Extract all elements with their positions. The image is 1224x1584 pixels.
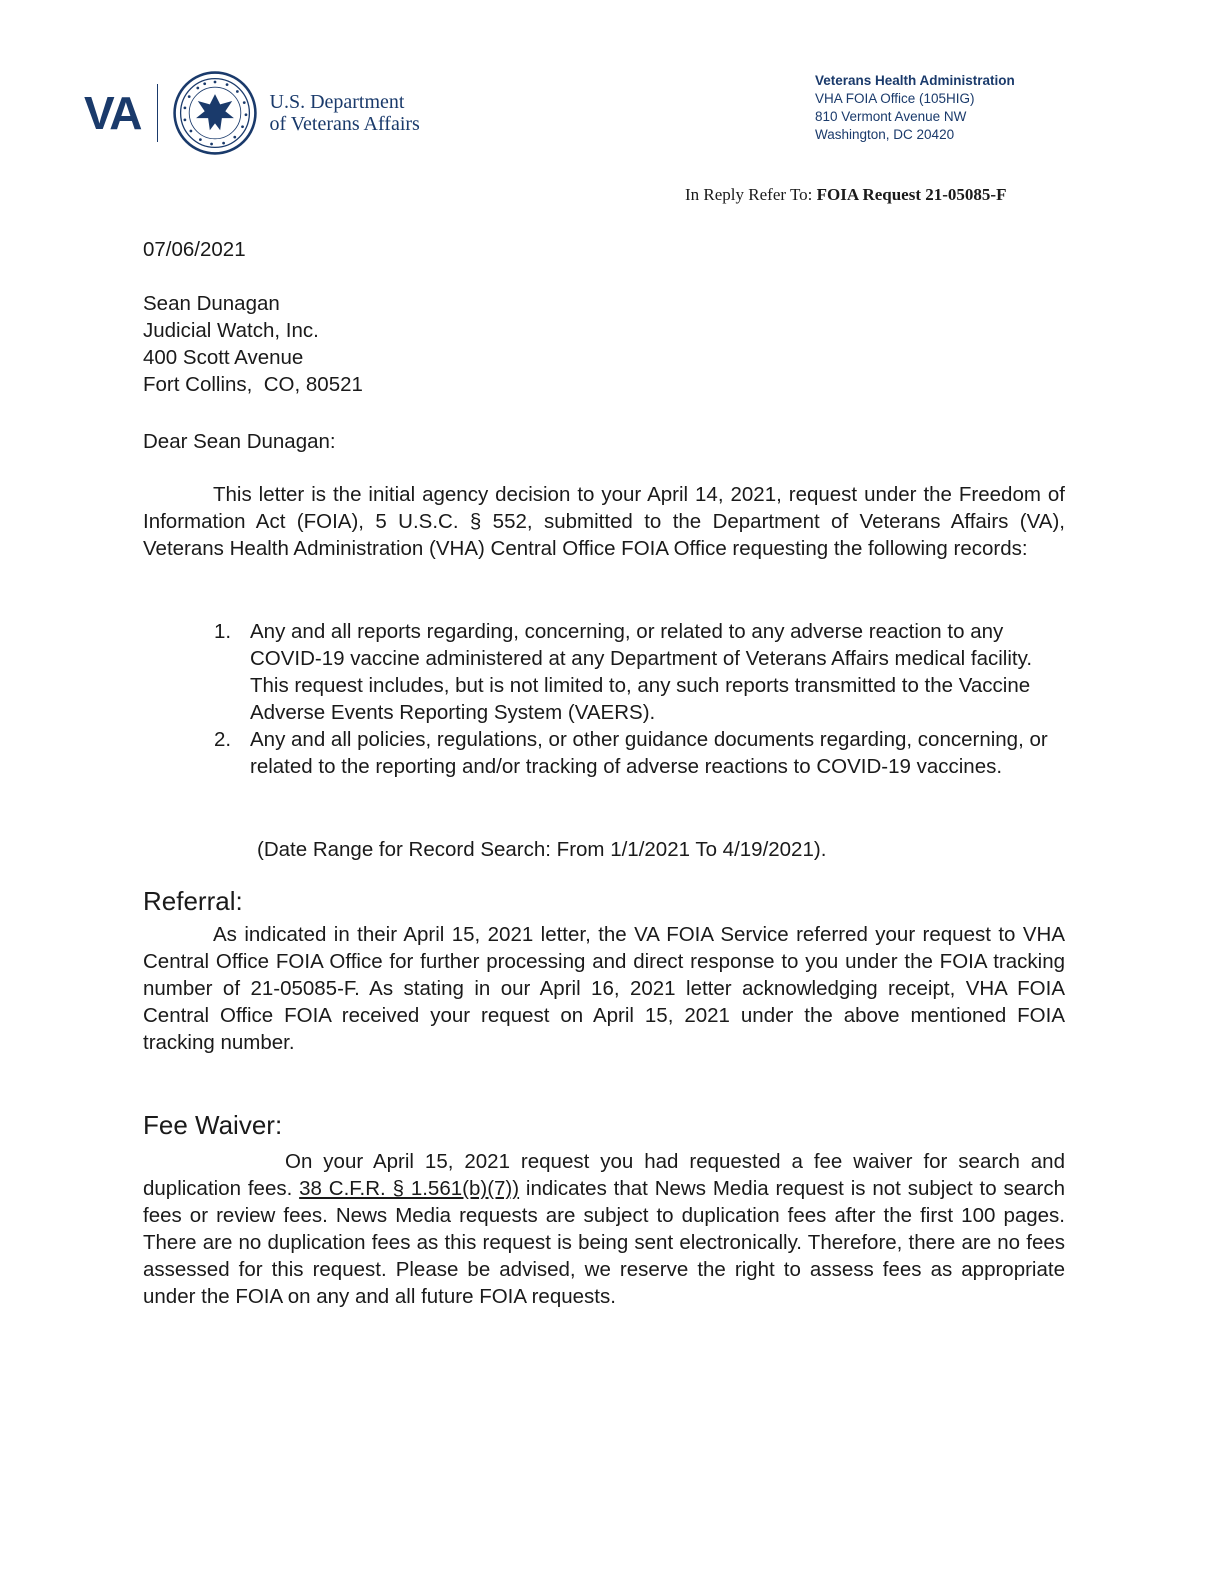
fee-waiver-text-after: indicates that News Media request is not subject to search fees or review fees. News Media requests are subject to duplication fees after the first 100 pages. There are no duplication fees as this request is being sent electronically. Therefore, there are no fees assessed for this request. Please be advised, we reserve the right to assess fees as appropriate under the FOIA on any and all future FOIA requests.	[143, 1177, 1065, 1308]
date-range-note: (Date Range for Record Search: From 1/1/2021 To 4/19/2021).	[257, 838, 827, 861]
recipient-address	[143, 290, 363, 398]
sender-org: Veterans Health Administration	[815, 73, 1015, 88]
list-item	[214, 726, 1068, 780]
department-name-line2: of Veterans Affairs	[269, 113, 420, 135]
recipient-name: Sean Dunagan	[143, 292, 280, 315]
department-name	[270, 91, 420, 135]
sender-office: VHA FOIA Office (105HIG)	[815, 91, 975, 106]
cfr-citation-link[interactable]: 38 C.F.R. § 1.561(b)(7))	[299, 1177, 520, 1200]
department-name-line1: U.S. Department	[269, 91, 405, 113]
list-item-text: Any and all policies, regulations, or other guidance documents regarding, concerning, or related to the reporting and/or tracking of adverse reactions to COVID-19 vaccines.	[250, 728, 1048, 778]
fee-waiver-paragraph	[143, 1148, 1065, 1310]
referral-paragraph	[143, 921, 1065, 1056]
list-item-text: Any and all reports regarding, concerning, or related to any adverse reaction to any COVID-19 vaccine administered at any Department of Veterans Affairs medical facility. This request includes, but is not limited to, any such reports transmitted to the Vaccine Adverse Events Reporting System (VAERS).	[250, 620, 1033, 724]
list-item	[214, 618, 1068, 726]
salutation: Dear Sean Dunagan:	[143, 430, 336, 453]
reply-reference	[685, 185, 1006, 205]
va-wordmark: VA	[84, 87, 141, 139]
sender-address	[815, 72, 1015, 144]
list-item-number: 2.	[214, 728, 232, 751]
reply-reference-number: FOIA Request 21-05085-F	[816, 185, 1007, 204]
fee-waiver-heading: Fee Waiver:	[143, 1110, 283, 1140]
va-logo	[84, 74, 420, 152]
letter-date: 07/06/2021	[143, 238, 246, 261]
recipient-city: Fort Collins, CO, 80521	[143, 373, 363, 396]
recipient-org: Judicial Watch, Inc.	[143, 319, 319, 342]
referral-paragraph-text: As indicated in their April 15, 2021 letter, the VA FOIA Service referred your request to VHA Central Office FOIA Office for further processing and direct response to you under the FOIA tracking number of 21-05085-F. As stating in our April 16, 2021 letter acknowledging receipt, VHA FOIA Central Office FOIA received your request on April 15, 2021 under the above mentioned FOIA tracking number.	[143, 923, 1065, 1054]
recipient-street: 400 Scott Avenue	[143, 346, 304, 369]
logo-divider	[157, 84, 158, 142]
referral-heading: Referral:	[143, 886, 243, 916]
intro-paragraph-text: This letter is the initial agency decision to your April 14, 2021, request under the Freedom of Information Act (FOIA), 5 U.S.C. § 552, submitted to the Department of Veterans Affairs (VA), Veterans Health Administration (VHA) Central Office FOIA Office requesting the following records:	[143, 483, 1065, 560]
sender-street: 810 Vermont Avenue NW	[815, 109, 967, 124]
list-item-number: 1.	[214, 620, 232, 643]
sender-city: Washington, DC 20420	[815, 127, 955, 142]
fee-waiver-text-before: On your April 15, 2021 request you had requested a fee waiver for search and duplication fees.	[143, 1150, 1065, 1200]
va-seal-icon	[172, 70, 258, 156]
requested-records-list	[214, 618, 1068, 780]
reply-reference-label: In Reply Refer To:	[685, 185, 817, 204]
intro-paragraph	[143, 481, 1065, 562]
